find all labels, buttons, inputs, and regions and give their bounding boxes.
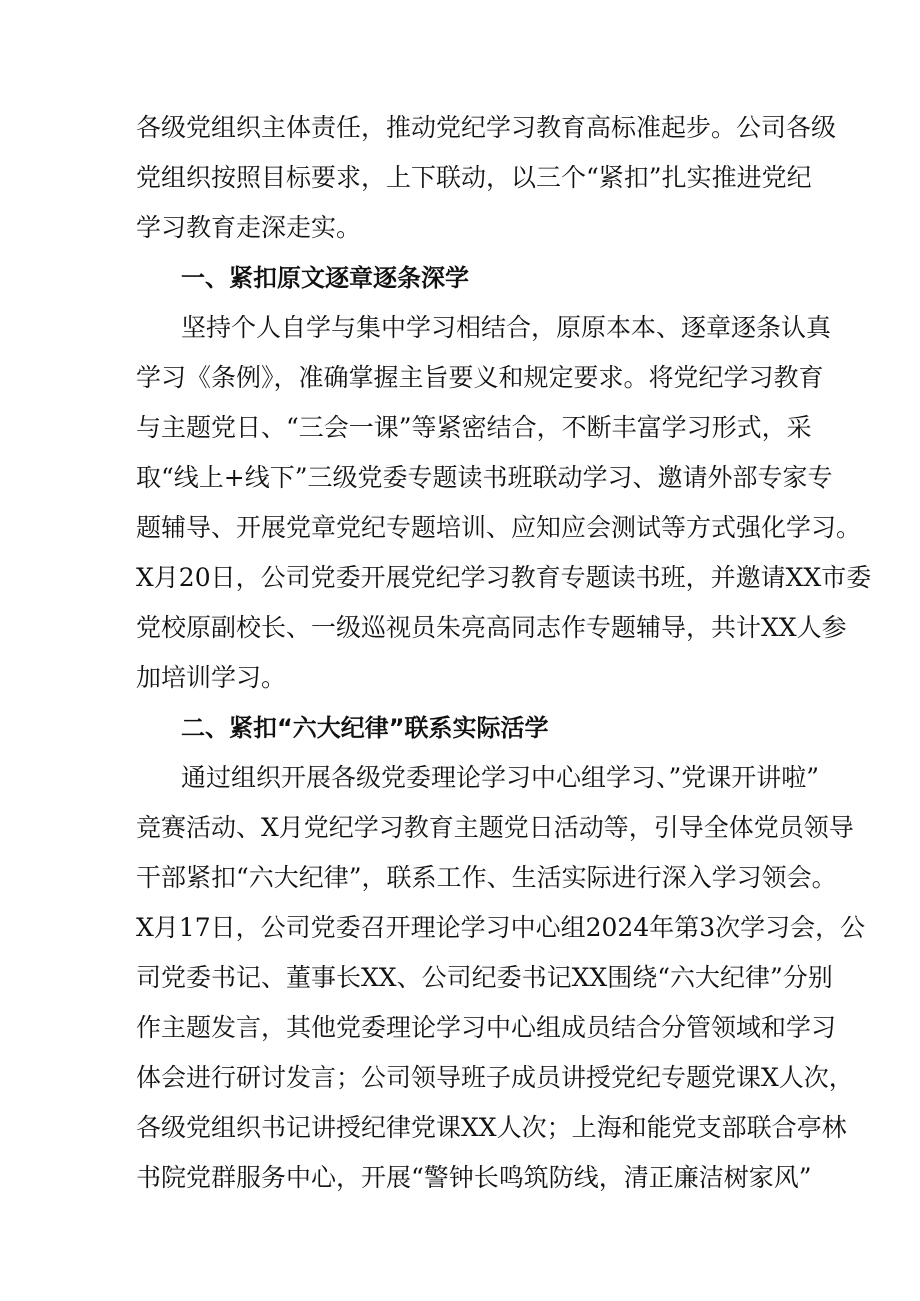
- text-line: 加培训学习。: [136, 663, 287, 692]
- text-line: X月17日，公司党委召开理论学习中心组2024年第3次学习会，公: [136, 913, 866, 942]
- text-line: 司党委书记、董事长XX、公司纪委书记XX围绕“六大纪律”分别: [136, 963, 833, 992]
- text-line: 题辅导、开展党章党纪专题培训、应知应会测试等方式强化学习。: [136, 513, 862, 542]
- text-line: 各级党组织书记讲授纪律党课XX人次；上海和能党支部联合亭林: [136, 1113, 847, 1142]
- text-line: 通过组织开展各级党委理论学习中心组学习、”党课开讲啦”: [181, 763, 820, 792]
- text-line: 党组织按照目标要求，上下联动，以三个“紧扣”扎实推进党纪: [136, 163, 812, 192]
- text-line: 作主题发言，其他党委理论学习中心组成员结合分管领域和学习: [136, 1013, 837, 1042]
- text-line: 学习《条例》，准确掌握主旨要义和规定要求。将党纪学习教育: [136, 363, 824, 392]
- section-heading-2: 二、紧扣“六大纪律”联系实际活学: [181, 714, 549, 742]
- text-line: 学习教育走深走实。: [136, 213, 362, 242]
- text-line: 与主题党日、“三会一课”等紧密结合，不断丰富学习形式，采: [136, 413, 812, 442]
- text-line: 党校原副校长、一级巡视员朱亮高同志作专题辅导，共计XX人参: [136, 613, 847, 642]
- text-line: 干部紧扣“六大纪律”，联系工作、生活实际进行深入学习领会。: [136, 863, 837, 892]
- text-line: X月20日，公司党委开展党纪学习教育专题读书班，并邀请XX市委: [136, 563, 872, 592]
- text-line: 各级党组织主体责任，推动党纪学习教育高标准起步。公司各级: [136, 113, 837, 142]
- text-line: 坚持个人自学与集中学习相结合，原原本本、逐章逐条认真: [181, 313, 832, 342]
- text-line: 竞赛活动、X月党纪学习教育主题党日活动等，引导全体党员领导: [136, 813, 854, 842]
- section-heading-1: 一、紧扣原文逐章逐条深学: [181, 264, 469, 292]
- text-line: 书院党群服务中心，开展“警钟长鸣筑防线，清正廉洁树家风”: [136, 1163, 812, 1192]
- text-line: 取“线上+线下”三级党委专题读书班联动学习、邀请外部专家专: [136, 463, 833, 492]
- text-line: 体会进行研讨发言；公司领导班子成员讲授党纪专题党课X人次，: [136, 1063, 854, 1092]
